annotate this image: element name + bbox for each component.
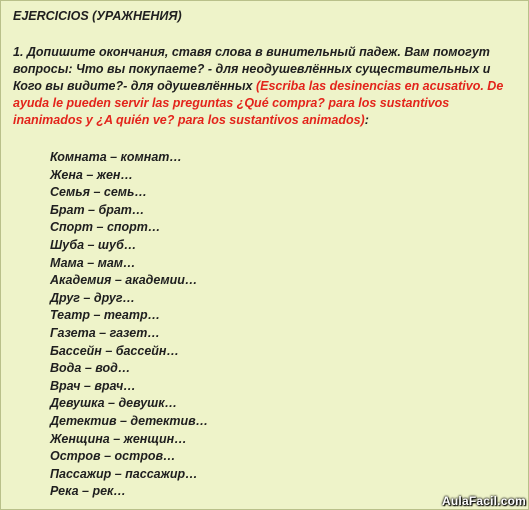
exercise-instructions bbox=[13, 44, 518, 129]
list-item: Бассейн – бассейн… bbox=[50, 343, 179, 358]
list-item: Река – рек… bbox=[50, 484, 126, 499]
list-item: Спорт – спорт… bbox=[50, 220, 161, 235]
exercise-title: EJERCICIOS (УРАЖНЕНИЯ) bbox=[13, 9, 182, 23]
list-item: Газета – газет… bbox=[50, 325, 160, 340]
list-item: Друг – друг… bbox=[50, 290, 136, 305]
list-item: Пассажир – пассажир… bbox=[50, 466, 198, 481]
list-item: Брат – брат… bbox=[50, 202, 145, 217]
list-item: Академия – академии… bbox=[50, 273, 198, 288]
list-item: Мама – мам… bbox=[50, 255, 136, 270]
list-item: Шуба – шуб… bbox=[50, 237, 137, 252]
list-item: Девушка – девушк… bbox=[50, 396, 178, 411]
brand-watermark: AulaFacil.com bbox=[442, 494, 526, 508]
list-item: Жена – жен… bbox=[50, 167, 133, 182]
word-list bbox=[50, 149, 208, 501]
list-item: Семья – семь… bbox=[50, 185, 147, 200]
list-item: Женщина – женщин… bbox=[50, 431, 187, 446]
list-item: Вода – вод… bbox=[50, 361, 131, 376]
instructions-spanish: (Escriba las desinencias en acusativo. De ayuda le pueden servir las preguntas ¿Qué compra? para los sustantivos inanimados y ¿A quién ve? para los sustantivos animados) bbox=[13, 79, 504, 127]
list-item: Комната – комнат… bbox=[50, 150, 182, 164]
instructions-colon: : bbox=[364, 113, 369, 127]
list-item: Театр – театр… bbox=[50, 308, 161, 323]
instructions-russian: 1. Допишите окончания, ставя слова в винительный падеж. Вам помогут вопросы: Что вы покупаете? - для неодушевлённых существительных и Кого вы видите?- для одушевлённых bbox=[13, 45, 491, 93]
list-item: Детектив – детектив… bbox=[50, 413, 209, 428]
list-item: Врач – врач… bbox=[50, 378, 136, 393]
list-item: Остров – остров… bbox=[50, 449, 176, 464]
